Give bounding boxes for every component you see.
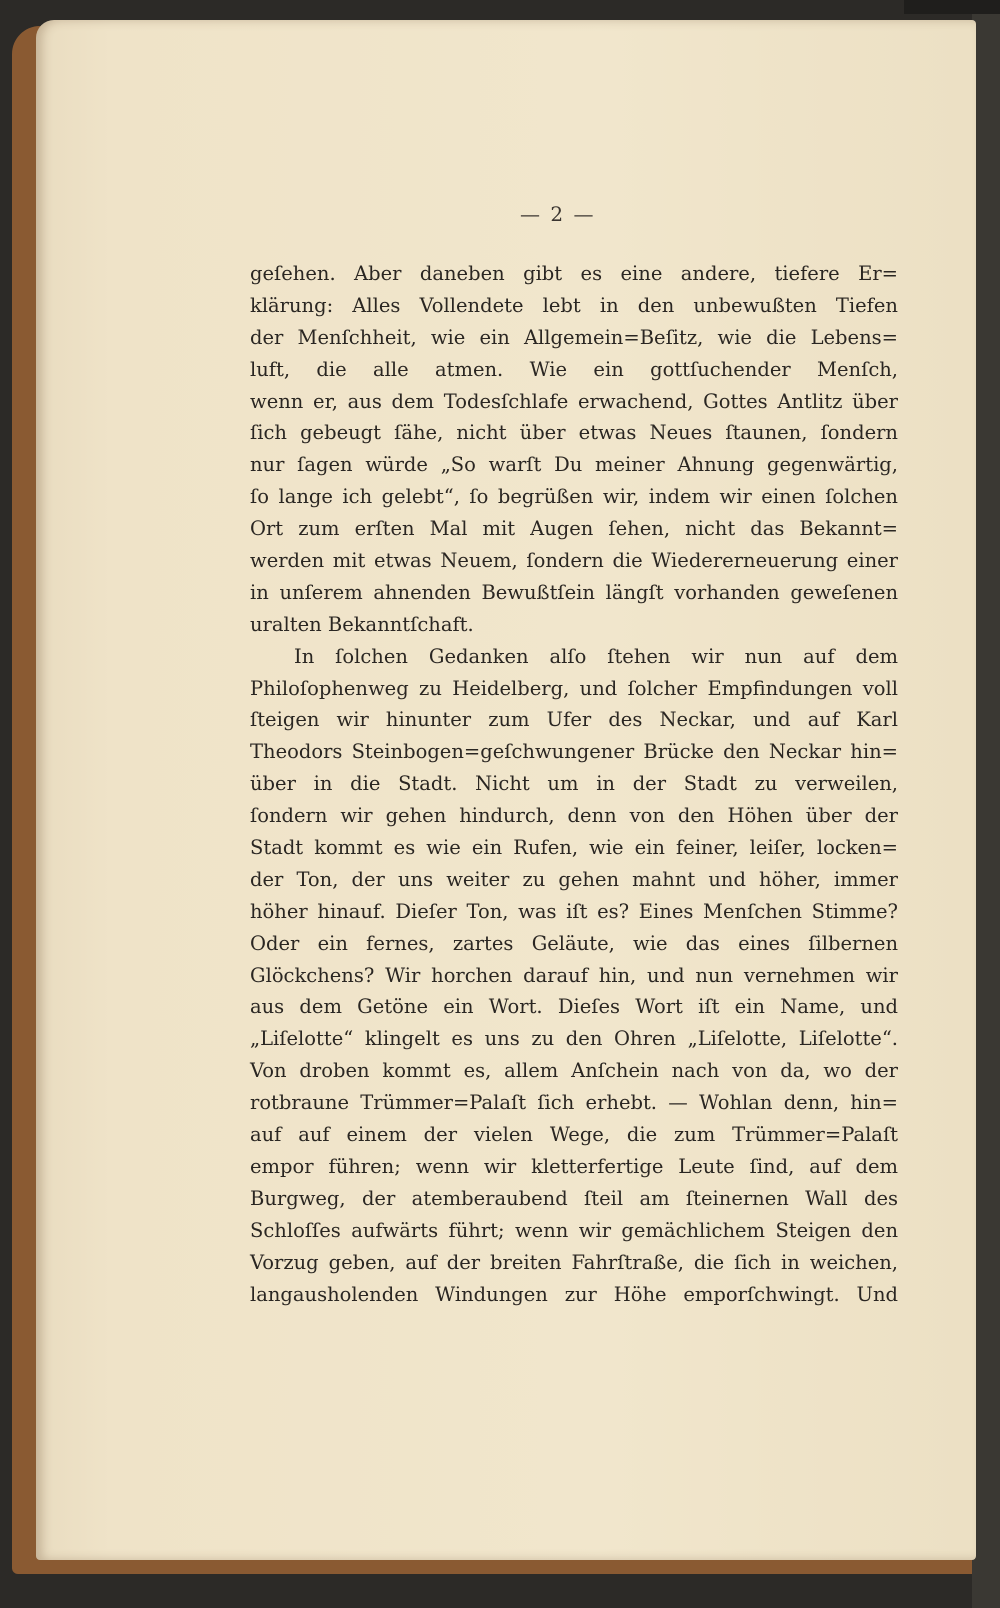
text-line: langausholenden Windungen zur Höhe emporſchwingt. Und: [250, 1282, 898, 1306]
text-line: ſteigen wir hinunter zum Ufer des Neckar, und auf Karl: [250, 708, 898, 732]
body-text: [250, 258, 898, 1310]
text-line: in unſerem ahnenden Bewußtſein längſt vorhanden geweſenen: [250, 580, 898, 604]
text-line: Burgweg, der atemberaubend ſteil am ſteinernen Wall des: [250, 1186, 898, 1210]
text-line: empor führen; wenn wir kletterfertige Leute ſind, auf dem: [250, 1154, 898, 1178]
text-line: werden mit etwas Neuem, ſondern die Wiedererneuerung einer: [250, 549, 898, 573]
text-line: über in die Stadt. Nicht um in der Stadt zu verweilen,: [250, 772, 898, 796]
text-line: Glöckchens? Wir horchen darauf hin, und nun vernehmen wir: [250, 963, 898, 987]
scan-corner: [904, 0, 1000, 14]
text-line: wenn er, aus dem Todesſchlafe erwachend, Gottes Antlitz über: [250, 389, 898, 413]
text-line: Stadt kommt es wie ein Rufen, wie ein feiner, leiſer, locken=: [250, 836, 898, 860]
text-line: luft, die alle atmen. Wie ein gottſuchender Menſch,: [250, 357, 898, 381]
text-line: der Ton, der uns weiter zu gehen mahnt und höher, immer: [250, 867, 898, 891]
text-line: auf auf einem der vielen Wege, die zum Trümmer=Palaſt: [250, 1123, 898, 1147]
text-line: Philoſophenweg zu Heidelberg, und ſolcher Empfindungen voll: [250, 676, 898, 700]
text-line: Von droben kommt es, allem Anſchein nach von da, wo der: [250, 1059, 898, 1083]
text-line: Ort zum erſten Mal mit Augen ſehen, nicht das Bekannt=: [250, 517, 898, 541]
text-line: Theodors Steinbogen=geſchwungener Brücke den Neckar hin=: [250, 740, 898, 764]
page-number: — 2 —: [520, 202, 596, 226]
text-line: ſo lange ich gelebt“, ſo begrüßen wir, indem wir einen ſolchen: [250, 485, 898, 509]
text-line: Schloſſes aufwärts führt; wenn wir gemächlichem Steigen den: [250, 1218, 898, 1242]
text-line: rotbraune Trümmer=Palaſt ſich erhebt. — Wohlan denn, hin=: [250, 1091, 898, 1115]
text-line: der Menſchheit, wie ein Allgemein=Beſitz, wie die Lebens=: [250, 325, 898, 349]
text-line: höher hinauf. Dieſer Ton, was iſt es? Eines Menſchen Stimme?: [250, 899, 898, 923]
scan-right-edge: [972, 14, 1000, 1608]
text-line: uralten Bekanntſchaft.: [250, 612, 474, 636]
text-line: aus dem Getöne ein Wort. Dieſes Wort iſt ein Name, und: [250, 995, 898, 1019]
text-line: geſehen. Aber daneben gibt es eine andere, tiefere Er=: [250, 262, 898, 285]
text-line: „Liſelotte“ klingelt es uns zu den Ohren „Liſelotte, Liſelotte“.: [250, 1027, 898, 1051]
text-line: In ſolchen Gedanken alſo ſtehen wir nun auf dem: [294, 644, 898, 668]
text-line: ſich gebeugt ſähe, nicht über etwas Neues ſtaunen, ſondern: [250, 421, 898, 445]
text-line: klärung: Alles Vollendete lebt in den unbewußten Tiefen: [250, 293, 898, 317]
text-line: ſondern wir gehen hindurch, denn von den Höhen über der: [250, 804, 898, 828]
text-line: Oder ein fernes, zartes Geläute, wie das eines ſilbernen: [250, 931, 898, 955]
text-line: Vorzug geben, auf der breiten Fahrſtraße, die ſich in weichen,: [250, 1250, 898, 1274]
text-line: nur ſagen würde „So warſt Du meiner Ahnung gegenwärtig,: [250, 453, 898, 477]
